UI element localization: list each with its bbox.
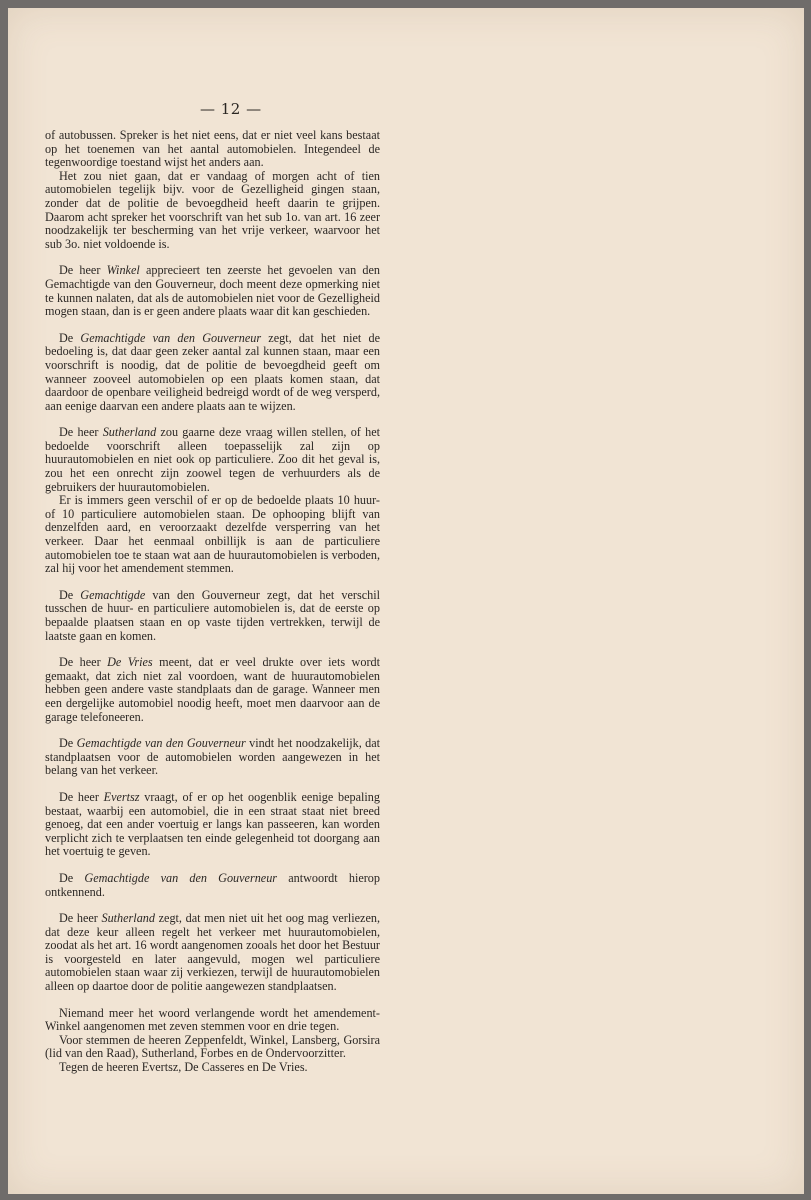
speaker-name: Gemachtigde van den Gouverneur bbox=[76, 736, 246, 751]
paragraph-text: Voor stemmen de heeren Zeppenfeldt, Winkel, Lansberg, Gorsira (lid van den Raad), Sutherland, Forbes en de Ondervoorzitter. bbox=[45, 1032, 380, 1061]
paragraph-text-rest: antwoordt hierop ontkennend. bbox=[45, 870, 380, 899]
paragraph bbox=[45, 737, 380, 778]
page-number: — 12 — bbox=[200, 100, 262, 118]
paragraph bbox=[45, 589, 380, 643]
speaker-name: De Vries bbox=[107, 655, 153, 670]
paragraph-text-rest: zegt, dat men niet uit het oog mag verliezen, dat deze keur alleen regelt het verkeer met huurautomobielen, zoodat als het art. 16 wordt aangenomen zooals het door het Bestuur is voorgesteld en later aangevuld, mogen wel particuliere automobielen staan waar zij verkiezen, terwijl de huurautomobielen alleen op daartoe door de politie aangewezen standplaatsen. bbox=[45, 911, 381, 994]
document-page bbox=[8, 8, 804, 1194]
paragraph-text-rest: van den Gouverneur zegt, dat het verschil tusschen de huur- en particuliere automobielen is, dat de eerste op bepaalde plaatsen staan en op vaste tijden vertrekken, terwijl de laatste gaan en komen. bbox=[45, 587, 380, 643]
paragraph-text: Het zou niet gaan, dat er vandaag of morgen acht of tien automobielen tegelijk bijv. voor de Gezelligheid gingen staan, zonder dat de politie de bevoegdheid heeft daarin te grijpen. Daarom acht spreker het voorschrift van het sub 1o. van art. 16 zeer noodzakelijk ter bescherming van het vrije verkeer, waarvoor het sub 3o. niet voldoende is. bbox=[45, 168, 380, 251]
paragraph bbox=[45, 1061, 380, 1075]
paragraph-text: De bbox=[59, 870, 85, 885]
paragraph-text-rest: zegt, dat het niet de bedoeling is, dat daar geen zeker aantal zal kunnen staan, maar een voorschrift is noodig, dat de politie de bevoegdheid geeft om wanneer zooveel automobielen op een plaats komen staan, dat daardoor de openbare veiligheid bedreigd wordt of de weg versperd, aan eenige daarvan een andere plaats aan te wijzen. bbox=[45, 330, 381, 413]
paragraph bbox=[45, 264, 380, 318]
paragraph-text-rest: zou gaarne deze vraag willen stellen, of het bedoelde voorschrift alleen toepasselijk zal zijn op huurautomobielen en niet ook op particuliere. Zoo dit het geval is, zou het een onrecht zijn zoowel tegen de verhuurders als de gebruikers der huurautomobielen. bbox=[45, 425, 380, 494]
paragraph bbox=[45, 332, 380, 414]
paragraph bbox=[45, 872, 380, 899]
paragraph bbox=[45, 426, 380, 494]
paragraph-text: De bbox=[59, 330, 81, 345]
paragraph-text-rest: apprecieert ten zeerste het gevoelen van den Gemachtigde van den Gouverneur, doch meent deze opmerking niet te kunnen nalaten, dat als de automobielen niet voor de Gezelligheid mogen staan, dan is er geen andere plaats waar dit kan geschieden. bbox=[45, 263, 380, 319]
paragraph-text-rest: vindt het noodzakelijk, dat standplaatsen voor de automobielen worden aangewezen in het belang van het verkeer. bbox=[45, 736, 381, 778]
speaker-name: Gemachtigde bbox=[80, 587, 146, 602]
paragraph-text-rest: vraagt, of er op het oogenblik eenige bepaling bestaat, waarbij een automobiel, die in een straat staat niet breed genoeg, dat een ander voertuig er langs kan passeeren, kan worden verplicht zich te verplaatsen ten einde gelegenheid tot doorgang aan het voertuig te geven. bbox=[45, 789, 380, 859]
paragraph-text: De heer bbox=[59, 911, 102, 926]
paragraph-text-rest: meent, dat er veel drukte over iets wordt gemaakt, dat zich niet zal voordoen, want de huurautomobielen hebben geen andere vaste standplaats dan de garage. Wanneer men een dergelijke automobiel noodig heeft, moet men daarvoor aan de garage telefoneeren. bbox=[45, 655, 380, 724]
paragraph-text: of autobussen. Spreker is het niet eens, dat er niet veel kans bestaat op het toenemen van het aantal automobielen. Integendeel de tegenwoordige toestand wijst het anders aan. bbox=[45, 128, 380, 170]
speaker-name: Sutherland bbox=[102, 425, 157, 440]
paragraph bbox=[45, 494, 380, 576]
paragraph-text: De heer bbox=[59, 655, 108, 670]
paragraph bbox=[45, 129, 380, 170]
paragraph-text: Er is immers geen verschil of er op de bedoelde plaats 10 huur- of 10 particuliere automobielen staan. De ophooping blijft van denzelfden aard, en veroorzaakt dezelfde versperring van het verkeer. Daar het eenmaal onbillijk is aan de particuliere automobielen toe te staan wat aan de huurautomobielen is verboden, zal hij voor het amendement stemmen. bbox=[45, 493, 380, 576]
paragraph bbox=[45, 791, 380, 859]
paragraph-text: Niemand meer het woord verlangende wordt het amendement-Winkel aangenomen met zeven stemmen voor en drie tegen. bbox=[45, 1005, 380, 1034]
speaker-name: Evertsz bbox=[103, 789, 140, 804]
paragraph-text: De bbox=[59, 736, 77, 751]
paragraph-text: De heer bbox=[59, 789, 104, 804]
paragraph bbox=[45, 1034, 380, 1061]
speaker-name: Winkel bbox=[106, 263, 140, 278]
speaker-name: Gemachtigde van den Gouverneur bbox=[80, 330, 262, 345]
paragraph bbox=[45, 1007, 380, 1034]
speaker-name: Sutherland bbox=[101, 911, 155, 926]
paragraph bbox=[45, 656, 380, 724]
speaker-name: Gemachtigde van den Gouverneur bbox=[84, 870, 278, 885]
paragraph bbox=[45, 170, 380, 252]
paragraph-text: De heer bbox=[59, 425, 103, 440]
paragraph-text: De bbox=[59, 587, 81, 602]
paragraph-text: Tegen de heeren Evertsz, De Casseres en De Vries. bbox=[59, 1060, 308, 1075]
text-column bbox=[45, 129, 380, 1075]
paragraph bbox=[45, 912, 380, 994]
paragraph-text: De heer bbox=[59, 263, 107, 278]
